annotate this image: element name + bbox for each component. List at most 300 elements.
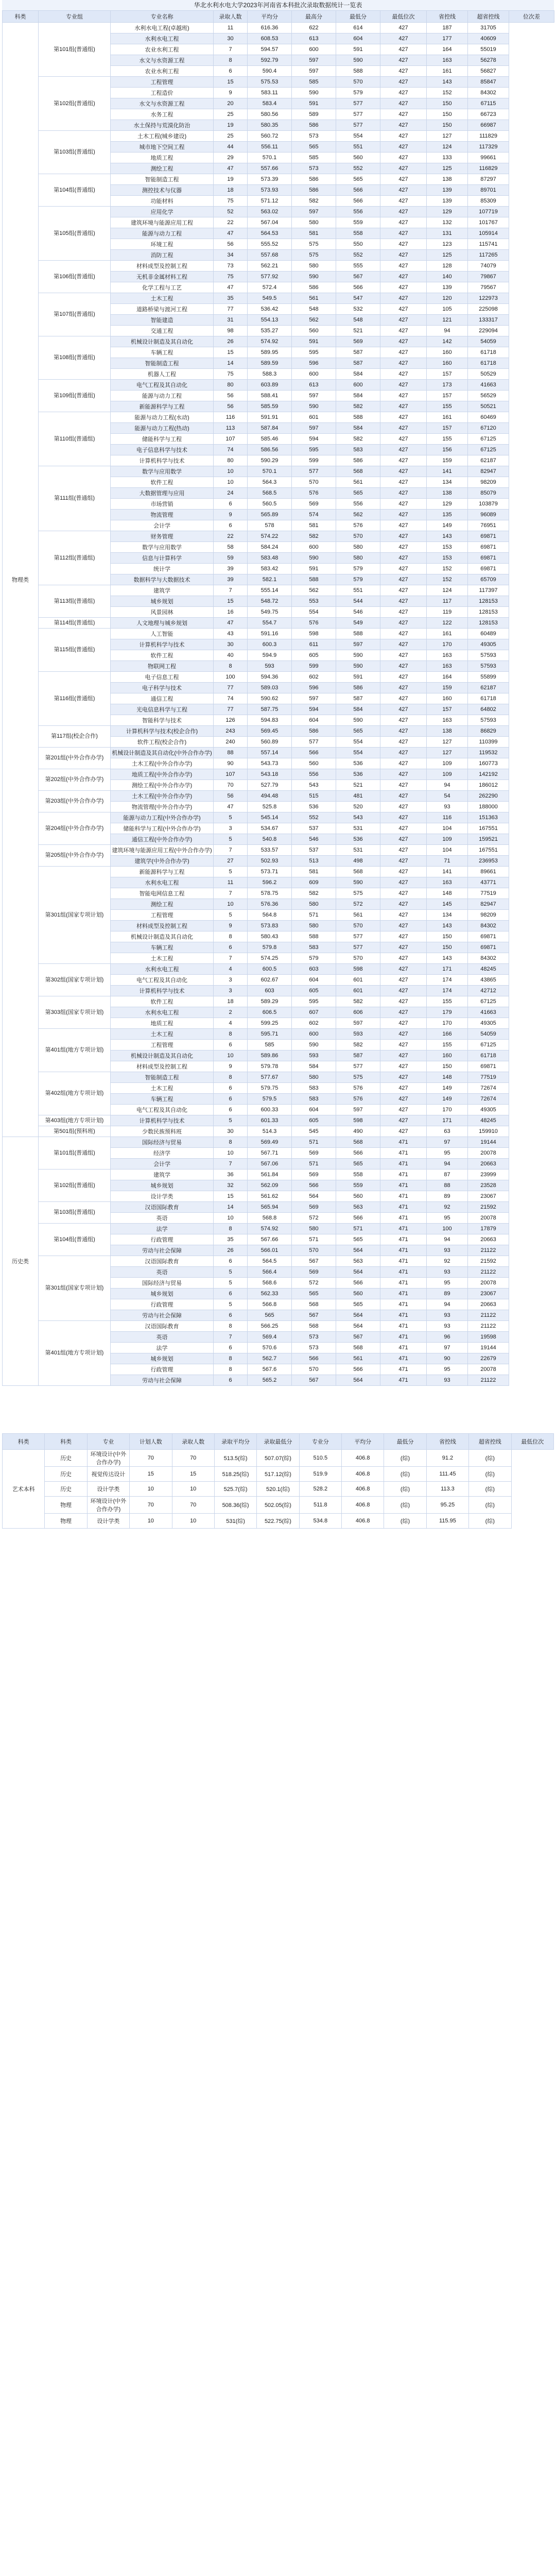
art-cell: 513.5(综) xyxy=(214,1450,256,1467)
table-cell: 67125 xyxy=(468,1040,509,1050)
table-cell: 616.36 xyxy=(248,23,292,33)
table-cell: 591.16 xyxy=(248,629,292,639)
table-cell: 589.29 xyxy=(248,996,292,1007)
art-cell: 502.05(综) xyxy=(257,1497,299,1514)
table-cell: 561 xyxy=(336,1353,380,1364)
table-cell: 133 xyxy=(427,152,468,163)
table-cell: 427 xyxy=(380,629,427,639)
table-cell: 574 xyxy=(292,510,336,520)
table-cell: 564 xyxy=(336,1267,380,1278)
table-cell: 157 xyxy=(427,423,468,434)
category-cell: 物理类 xyxy=(3,23,39,1137)
table-cell: 60469 xyxy=(468,412,509,423)
table-cell: 594 xyxy=(292,704,336,715)
table-cell: 605 xyxy=(292,1115,336,1126)
table-cell: 建筑学(中外合作办学) xyxy=(111,856,214,867)
table-cell: 471 xyxy=(380,1289,427,1299)
table-cell: 149 xyxy=(427,1083,468,1094)
table-cell: 427 xyxy=(380,996,427,1007)
table-cell: 548.72 xyxy=(248,596,292,607)
table-cell: 560.5 xyxy=(248,499,292,510)
table-cell: 电气工程及其自动化 xyxy=(111,1105,214,1115)
table-cell: 6 xyxy=(214,1375,248,1386)
group-cell: 第116组(普通组) xyxy=(39,672,111,726)
table-cell: 142192 xyxy=(468,769,509,780)
table-cell: 427 xyxy=(380,455,427,466)
table-cell: 3 xyxy=(214,823,248,834)
table-cell: 427 xyxy=(380,693,427,704)
table-cell: 427 xyxy=(380,358,427,369)
table-cell: 109 xyxy=(427,769,468,780)
table-cell: 471 xyxy=(380,1234,427,1245)
table-cell: 7 xyxy=(214,845,248,856)
table-cell: 599 xyxy=(292,455,336,466)
table-cell: 570.6 xyxy=(248,1343,292,1353)
table-cell: 6 xyxy=(214,1105,248,1115)
table-cell: 573.39 xyxy=(248,174,292,185)
table-cell: 566 xyxy=(336,1364,380,1375)
table-cell: 556.11 xyxy=(248,142,292,152)
table-cell: 427 xyxy=(380,207,427,217)
table-cell: 20078 xyxy=(468,1278,509,1289)
table-cell: 427 xyxy=(380,618,427,629)
art-cell: 534.8 xyxy=(299,1514,341,1529)
table-cell: 590 xyxy=(336,661,380,672)
table-row xyxy=(3,207,554,217)
table-row xyxy=(3,726,554,737)
table-cell: 607 xyxy=(292,1007,336,1018)
art-cell: (综) xyxy=(469,1497,511,1514)
table-cell: 新能源科学与工程 xyxy=(111,401,214,412)
table-cell: 30 xyxy=(214,1126,248,1137)
table-cell: 85309 xyxy=(468,196,509,207)
table-cell: 591 xyxy=(292,98,336,109)
table-cell: 554.13 xyxy=(248,315,292,326)
table-cell: 427 xyxy=(380,163,427,174)
art-row xyxy=(3,1514,554,1529)
table-cell: 143 xyxy=(427,953,468,964)
table-cell: 157 xyxy=(427,369,468,380)
table-cell: 427 xyxy=(380,823,427,834)
table-cell: 23067 xyxy=(468,1289,509,1299)
table-cell: 21122 xyxy=(468,1321,509,1332)
table-cell: 3 xyxy=(214,986,248,996)
table-cell: 427 xyxy=(380,780,427,791)
table-cell: 52 xyxy=(214,207,248,217)
table-cell: 427 xyxy=(380,910,427,921)
table-cell: 6 xyxy=(214,1040,248,1050)
table-cell: 569 xyxy=(292,1170,336,1180)
table-cell: 26 xyxy=(214,1245,248,1256)
table-cell: 智能电网信息工程 xyxy=(111,888,214,899)
table-cell: 164 xyxy=(427,672,468,683)
table-cell: 585.46 xyxy=(248,434,292,445)
table-cell: 427 xyxy=(380,239,427,250)
table-row xyxy=(3,293,554,304)
table-cell: 61718 xyxy=(468,347,509,358)
table-cell: 134 xyxy=(427,910,468,921)
table-cell: 571 xyxy=(292,1234,336,1245)
table-cell: 电子科学与技术 xyxy=(111,683,214,693)
group-cell: 第501组(预科班) xyxy=(39,1126,111,1137)
column-header: 平均分 xyxy=(248,11,292,23)
table-cell: 562.21 xyxy=(248,261,292,272)
table-cell: 汉语国际教育 xyxy=(111,1202,214,1213)
table-cell: 566.4 xyxy=(248,1267,292,1278)
table-cell: 121 xyxy=(427,315,468,326)
table-cell: 157 xyxy=(427,391,468,401)
table-cell: 561 xyxy=(336,910,380,921)
table-cell: 77 xyxy=(214,304,248,315)
table-cell: 597 xyxy=(292,693,336,704)
table-cell: 548 xyxy=(336,315,380,326)
table-cell: 161 xyxy=(427,412,468,423)
art-cell: 508.36(综) xyxy=(214,1497,256,1514)
table-cell: 514.3 xyxy=(248,1126,292,1137)
table-cell: 568 xyxy=(336,1343,380,1353)
table-cell: 551 xyxy=(336,142,380,152)
table-cell: 128153 xyxy=(468,596,509,607)
table-cell: 人工智能 xyxy=(111,629,214,639)
table-cell: 471 xyxy=(380,1191,427,1202)
table-cell: 工程造价 xyxy=(111,88,214,98)
table-cell: 43 xyxy=(214,629,248,639)
table-cell: 562.7 xyxy=(248,1353,292,1364)
table-cell: 城乡规划 xyxy=(111,1180,214,1191)
table-cell: 英语 xyxy=(111,1267,214,1278)
table-cell: 116 xyxy=(214,412,248,423)
table-cell: 10 xyxy=(214,477,248,488)
table-cell: 5 xyxy=(214,834,248,845)
table-cell: 133317 xyxy=(468,315,509,326)
table-cell: 8 xyxy=(214,1364,248,1375)
table-cell: 98209 xyxy=(468,477,509,488)
table-cell: 41663 xyxy=(468,1007,509,1018)
table-cell: 427 xyxy=(380,564,427,574)
table-cell: 电子信息科学与技术 xyxy=(111,445,214,455)
table-cell: 562 xyxy=(336,510,380,520)
table-cell: 427 xyxy=(380,315,427,326)
table-cell: 543 xyxy=(336,812,380,823)
table-cell: 569 xyxy=(292,1202,336,1213)
table-cell: 585 xyxy=(292,152,336,163)
table-cell: 76951 xyxy=(468,520,509,531)
table-cell: 159 xyxy=(427,683,468,693)
table-cell: 606.5 xyxy=(248,1007,292,1018)
art-cell: (综) xyxy=(469,1467,511,1482)
table-cell: 622 xyxy=(292,23,336,33)
table-cell: 79867 xyxy=(468,272,509,282)
table-cell: 138 xyxy=(427,488,468,499)
group-cell: 第401组(地方专项计划) xyxy=(39,1029,111,1072)
table-cell: 576 xyxy=(336,1094,380,1105)
table-cell: 143 xyxy=(427,921,468,931)
art-cell: 520.1(综) xyxy=(257,1482,299,1497)
table-cell: 177 xyxy=(427,33,468,44)
table-cell: 598 xyxy=(292,629,336,639)
table-cell: 583.4 xyxy=(248,98,292,109)
table-cell: 567.6 xyxy=(248,1364,292,1375)
table-cell: 数学与应用数学 xyxy=(111,542,214,553)
table-cell: 582 xyxy=(292,531,336,542)
table-cell: 水利水电工程 xyxy=(111,1007,214,1018)
table-cell: 155 xyxy=(427,996,468,1007)
table-cell: 427 xyxy=(380,661,427,672)
table-cell: 84302 xyxy=(468,921,509,931)
table-cell: 7 xyxy=(214,585,248,596)
table-cell: 520 xyxy=(336,802,380,812)
table-cell: 597 xyxy=(292,207,336,217)
table-cell: 电气工程及其自动化 xyxy=(111,380,214,391)
table-cell: 565 xyxy=(248,1310,292,1321)
table-cell: 85079 xyxy=(468,488,509,499)
table-cell: 173 xyxy=(427,380,468,391)
table-body xyxy=(3,23,554,1386)
table-cell: 56278 xyxy=(468,55,509,66)
table-cell: 96 xyxy=(427,1332,468,1343)
table-cell: 564 xyxy=(336,1375,380,1386)
table-cell: 机械设计制造及其自动化(中外合作办学) xyxy=(111,748,214,758)
table-cell: 580.56 xyxy=(248,109,292,120)
table-cell: 9 xyxy=(214,88,248,98)
table-cell: 农业水利工程 xyxy=(111,44,214,55)
table-cell: 交通工程 xyxy=(111,326,214,336)
table-cell: 92 xyxy=(427,1202,468,1213)
table-cell: 557.66 xyxy=(248,163,292,174)
table-cell: 50529 xyxy=(468,369,509,380)
table-cell: 557.14 xyxy=(248,748,292,758)
column-header: 最高分 xyxy=(292,11,336,23)
group-cell: 第205组(中外合作办学) xyxy=(39,845,111,867)
table-cell: 61718 xyxy=(468,1050,509,1061)
table-cell: 汉语国际教育 xyxy=(111,1321,214,1332)
table-cell: 585 xyxy=(248,1040,292,1050)
table-cell: 42712 xyxy=(468,986,509,996)
table-cell: 604 xyxy=(336,33,380,44)
table-cell: 65709 xyxy=(468,574,509,585)
table-cell: 575 xyxy=(336,1072,380,1083)
table-cell: 6 xyxy=(214,520,248,531)
table-cell: 20078 xyxy=(468,1364,509,1375)
table-row xyxy=(3,1170,554,1180)
table-cell: 39 xyxy=(214,574,248,585)
table-cell: 70 xyxy=(214,780,248,791)
table-cell: 427 xyxy=(380,261,427,272)
table-cell: 601 xyxy=(336,986,380,996)
table-cell: 560 xyxy=(336,1289,380,1299)
group-cell: 第303组(国家专项计划) xyxy=(39,996,111,1029)
table-cell: 96089 xyxy=(468,510,509,520)
table-cell: 427 xyxy=(380,899,427,910)
table-cell: 储能科学与工程(中外合作办学) xyxy=(111,823,214,834)
table-cell: 604 xyxy=(292,975,336,986)
table-cell: 软件工程(校企合作) xyxy=(111,737,214,748)
table-cell: 567.06 xyxy=(248,1159,292,1170)
table-cell: 602 xyxy=(292,672,336,683)
table-cell: 573.93 xyxy=(248,185,292,196)
table-cell: 427 xyxy=(380,585,427,596)
table-cell: 549 xyxy=(336,618,380,629)
table-cell: 93 xyxy=(427,802,468,812)
table-cell: 427 xyxy=(380,650,427,661)
table-cell: 570 xyxy=(292,1364,336,1375)
table-cell: 18 xyxy=(214,185,248,196)
table-cell: 74 xyxy=(214,693,248,704)
table-cell: 543.73 xyxy=(248,758,292,769)
table-cell: 553 xyxy=(292,596,336,607)
table-cell: 589.86 xyxy=(248,1050,292,1061)
table-row xyxy=(3,1321,554,1332)
table-cell: 471 xyxy=(380,1159,427,1170)
table-cell: 584 xyxy=(336,369,380,380)
table-cell: 427 xyxy=(380,553,427,564)
table-cell: 水文与水资源工程 xyxy=(111,98,214,109)
table-cell: 594.57 xyxy=(248,44,292,55)
table-cell: 行政管理 xyxy=(111,1234,214,1245)
table-cell: 560.72 xyxy=(248,131,292,142)
table-cell: 569 xyxy=(336,336,380,347)
group-cell: 第403组(地方专项计划) xyxy=(39,1115,111,1126)
table-cell: 563 xyxy=(336,1202,380,1213)
table-cell: 171 xyxy=(427,964,468,975)
table-cell: 94 xyxy=(427,1159,468,1170)
group-cell: 第204组(中外合作办学) xyxy=(39,812,111,845)
table-cell: 587.84 xyxy=(248,423,292,434)
table-cell: 14 xyxy=(214,358,248,369)
table-cell: 9 xyxy=(214,1061,248,1072)
table-cell: 471 xyxy=(380,1299,427,1310)
table-cell: 157 xyxy=(427,704,468,715)
table-cell: 10 xyxy=(214,1148,248,1159)
table-cell: 8 xyxy=(214,1072,248,1083)
table-cell: 179 xyxy=(427,1007,468,1018)
table-cell: 580 xyxy=(292,899,336,910)
table-cell: 地质工程 xyxy=(111,1018,214,1029)
column-header: 录取人数 xyxy=(214,11,248,23)
table-row xyxy=(3,629,554,639)
table-cell: 5 xyxy=(214,1267,248,1278)
table-cell: 139 xyxy=(427,196,468,207)
table-cell: 593 xyxy=(248,661,292,672)
table-cell: 8 xyxy=(214,55,248,66)
table-cell: 471 xyxy=(380,1278,427,1289)
column-header: 最低分 xyxy=(336,11,380,23)
art-cell: 406.8 xyxy=(342,1467,384,1482)
table-cell: 19144 xyxy=(468,1343,509,1353)
art-column-header: 录取平均分 xyxy=(214,1434,256,1450)
table-cell: 427 xyxy=(380,33,427,44)
table-row xyxy=(3,466,554,477)
table-cell: 579.78 xyxy=(248,1061,292,1072)
table-cell: 427 xyxy=(380,683,427,693)
table-cell: 471 xyxy=(380,1180,427,1191)
table-row xyxy=(3,618,554,629)
art-column-header: 省控线 xyxy=(426,1434,468,1450)
table-cell: 41663 xyxy=(468,380,509,391)
table-cell: 427 xyxy=(380,196,427,207)
table-cell: 427 xyxy=(380,55,427,66)
table-row xyxy=(3,336,554,347)
table-cell: 89 xyxy=(427,1289,468,1299)
art-cell: 525.7(综) xyxy=(214,1482,256,1497)
column-header: 科类 xyxy=(3,11,39,23)
table-cell: 5 xyxy=(214,1299,248,1310)
table-cell: 159910 xyxy=(468,1126,509,1137)
table-cell: 155 xyxy=(427,401,468,412)
group-cell: 第202组(中外合作办学) xyxy=(39,769,111,791)
table-cell: 道路桥梁与渡河工程 xyxy=(111,304,214,315)
table-cell: 69871 xyxy=(468,1061,509,1072)
table-cell: 31705 xyxy=(468,23,509,33)
group-cell: 第103组(普通组) xyxy=(39,131,111,174)
table-cell: 127 xyxy=(427,748,468,758)
table-cell: 117265 xyxy=(468,250,509,261)
group-cell: 第301组(国家专项计划) xyxy=(39,1256,111,1321)
table-cell: 585 xyxy=(292,77,336,88)
art-cell: 物理 xyxy=(45,1514,87,1529)
table-cell: 69871 xyxy=(468,931,509,942)
table-header xyxy=(3,11,554,23)
table-cell: 595 xyxy=(292,347,336,358)
table-cell: 427 xyxy=(380,1126,427,1137)
table-cell: 549.75 xyxy=(248,607,292,618)
table-cell: 材料成型及控制工程 xyxy=(111,261,214,272)
table-cell: 软件工程 xyxy=(111,477,214,488)
table-cell: 数学与应用数学 xyxy=(111,466,214,477)
table-cell: 427 xyxy=(380,326,427,336)
table-cell: 90 xyxy=(214,758,248,769)
table-cell: 566 xyxy=(336,1278,380,1289)
table-cell: 586 xyxy=(292,185,336,196)
table-cell: 536 xyxy=(336,834,380,845)
table-cell: 54059 xyxy=(468,1029,509,1040)
art-row xyxy=(3,1482,554,1497)
table-cell: 544 xyxy=(336,596,380,607)
table-cell: 427 xyxy=(380,931,427,942)
table-cell: 61718 xyxy=(468,693,509,704)
table-cell: 国际经济与贸易 xyxy=(111,1278,214,1289)
table-cell: 565.2 xyxy=(248,1375,292,1386)
table-cell: 18 xyxy=(214,996,248,1007)
table-cell: 72674 xyxy=(468,1094,509,1105)
table-cell: 583 xyxy=(336,445,380,455)
table-cell: 60489 xyxy=(468,629,509,639)
group-cell: 第302组(国家专项计划) xyxy=(39,964,111,996)
table-cell: 56 xyxy=(214,401,248,412)
art-cell: 70 xyxy=(172,1497,214,1514)
table-cell: 427 xyxy=(380,77,427,88)
table-cell: 427 xyxy=(380,769,427,780)
art-column-header: 专业分 xyxy=(299,1434,341,1450)
table-cell: 计算机科学与技术 xyxy=(111,639,214,650)
table-cell: 125 xyxy=(427,250,468,261)
table-cell: 571.12 xyxy=(248,196,292,207)
table-cell: 566.8 xyxy=(248,1299,292,1310)
table-cell: 427 xyxy=(380,152,427,163)
table-cell: 土木工程(城乡建设) xyxy=(111,131,214,142)
table-cell: 590 xyxy=(292,272,336,282)
table-cell: 564.5 xyxy=(248,1256,292,1267)
table-cell: 589 xyxy=(292,109,336,120)
table-cell: 573 xyxy=(292,1332,336,1343)
group-cell: 第111组(普通组) xyxy=(39,466,111,531)
table-cell: 测绘工程 xyxy=(111,163,214,174)
table-cell: 543.18 xyxy=(248,769,292,780)
group-cell: 第402组(地方专项计划) xyxy=(39,1072,111,1115)
table-cell: 55899 xyxy=(468,672,509,683)
table-cell: 行政管理 xyxy=(111,1364,214,1375)
art-cell: 91.2 xyxy=(426,1450,468,1467)
